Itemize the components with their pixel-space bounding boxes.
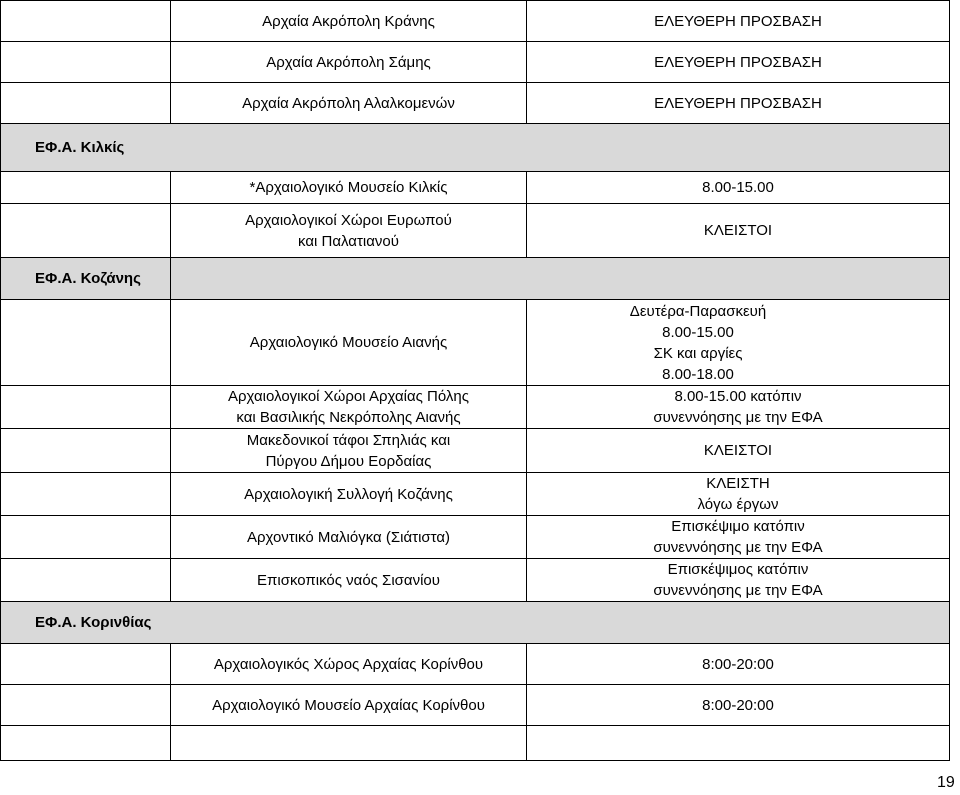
opening-hours: Δευτέρα-Παρασκευή 8.00-15.00 ΣΚ και αργίες 8.00-18.00 xyxy=(527,300,950,386)
opening-hours: 8.00-15.00 κατόπιν συνεννόησης με την ΕΦΑ xyxy=(527,386,950,429)
opening-hours: ΚΛΕΙΣΤΟΙ xyxy=(527,429,950,473)
opening-hours: ΕΛΕΥΘΕΡΗ ΠΡΟΣΒΑΣΗ xyxy=(527,1,950,42)
site-name: *Αρχαιολογικό Μουσείο Κιλκίς xyxy=(171,172,527,204)
opening-hours: ΕΛΕΥΘΕΡΗ ΠΡΟΣΒΑΣΗ xyxy=(527,42,950,83)
site-name: Αρχαιολογικός Χώρος Αρχαίας Κορίνθου xyxy=(171,644,527,685)
opening-hours: ΚΛΕΙΣΤΟΙ xyxy=(527,204,950,258)
opening-hours: Επισκέψιμο κατόπιν συνεννόησης με την ΕΦΑ xyxy=(527,516,950,559)
section-heading-kilkis: ΕΦ.Α. Κιλκίς xyxy=(1,124,950,172)
opening-hours: ΕΛΕΥΘΕΡΗ ΠΡΟΣΒΑΣΗ xyxy=(527,83,950,124)
site-name: Αρχοντικό Μαλιόγκα (Σιάτιστα) xyxy=(171,516,527,559)
site-name: Αρχαιολογική Συλλογή Κοζάνης xyxy=(171,473,527,516)
site-name: Μακεδονικοί τάφοι Σπηλιάς και Πύργου Δήμου Εορδαίας xyxy=(171,429,527,473)
site-name: Επισκοπικός ναός Σισανίου xyxy=(171,559,527,602)
site-name: Αρχαιολογικοί Χώροι Αρχαίας Πόλης και Βασιλικής Νεκρόπολης Αιανής xyxy=(171,386,527,429)
opening-hours: 8.00-15.00 xyxy=(527,172,950,204)
page-number: 19 xyxy=(937,774,955,791)
site-name: Αρχαιολογικό Μουσείο Αρχαίας Κορίνθου xyxy=(171,685,527,726)
opening-hours: ΚΛΕΙΣΤΗ λόγω έργων xyxy=(527,473,950,516)
site-name: Αρχαιολογικό Μουσείο Αιανής xyxy=(171,300,527,386)
opening-hours: 8:00-20:00 xyxy=(527,644,950,685)
opening-hours: 8:00-20:00 xyxy=(527,685,950,726)
site-name: Αρχαιολογικοί Χώροι Ευρωπού και Παλατιανού xyxy=(171,204,527,258)
section-heading-korinthia: ΕΦ.Α. Κορινθίας xyxy=(1,602,950,644)
site-name: Αρχαία Ακρόπολη Κράνης xyxy=(171,1,527,42)
opening-hours: Επισκέψιμος κατόπιν συνεννόησης με την ΕΦΑ xyxy=(527,559,950,602)
site-name: Αρχαία Ακρόπολη Αλαλκομενών xyxy=(171,83,527,124)
section-heading-kozani: ΕΦ.Α. Κοζάνης xyxy=(1,258,171,300)
site-name: Αρχαία Ακρόπολη Σάμης xyxy=(171,42,527,83)
